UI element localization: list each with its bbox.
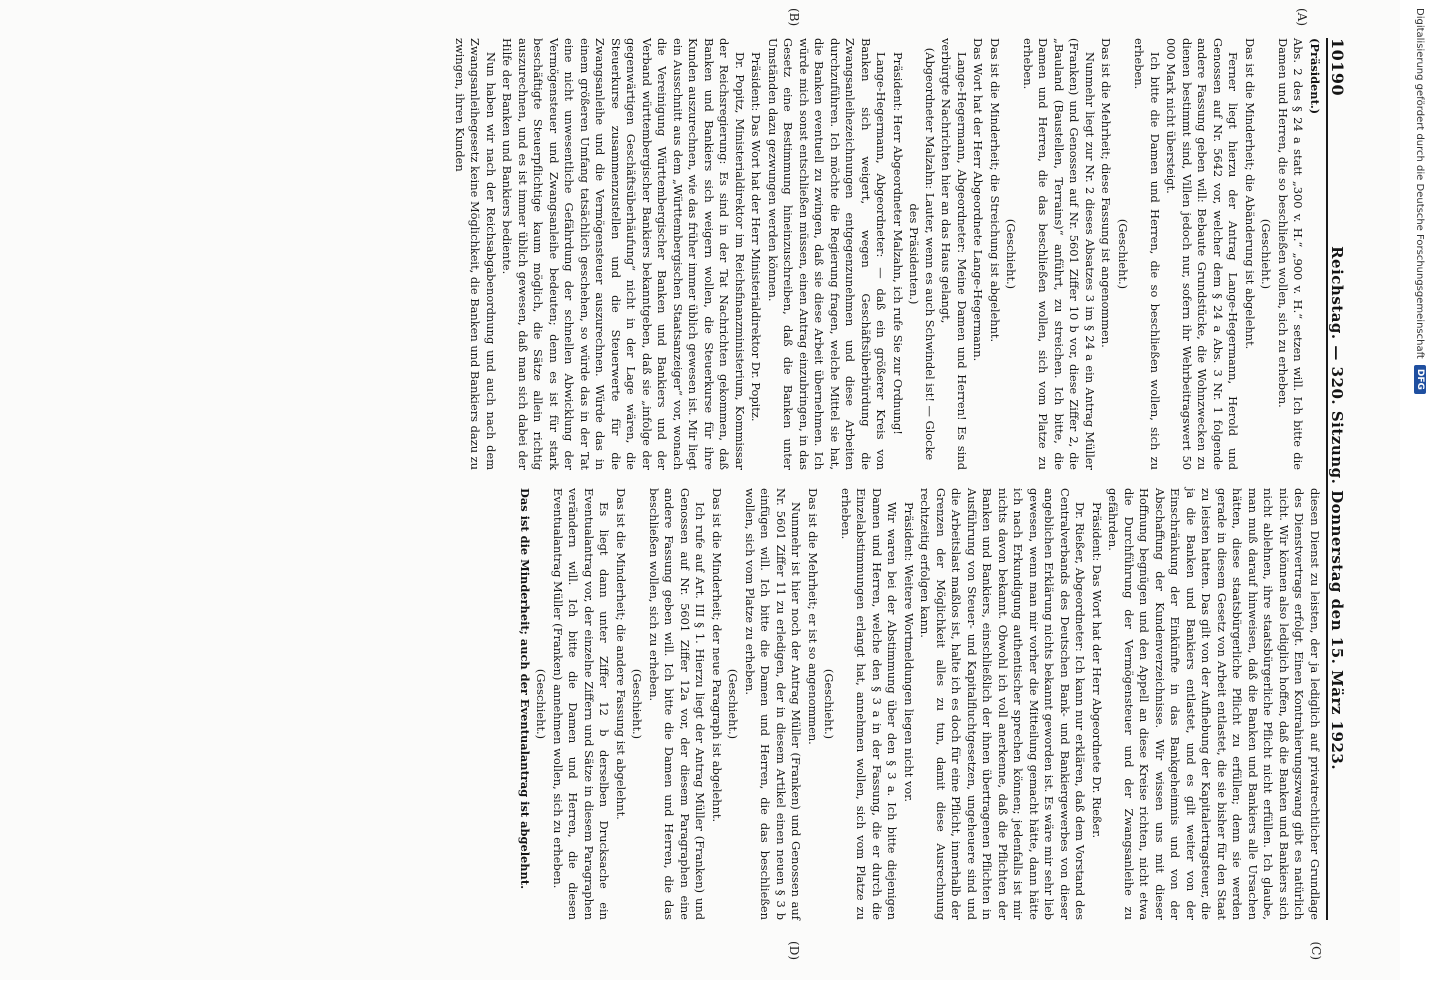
page-title: Reichstag. — 320. Sitzung. Donnerstag den 15. März 1923. bbox=[1328, 246, 1346, 771]
stage-direction: (Geschieht.) bbox=[534, 668, 549, 740]
speech: Präsident: Das Wort hat der Herr Abgeordnete Dr. Rießer. bbox=[1090, 502, 1104, 839]
stage-direction: (Geschieht.) bbox=[1004, 218, 1019, 290]
digitization-note bbox=[1410, 8, 1430, 992]
speech: Dr. Rießer, Abgeordneter: Ich kann nur erklären, daß dem Vorstand des Centralverbands des Deutschen Bank- und Bankiergewerbes von dieser angeblichen Erklärung nichts bekannt geworden ist. Es wäre mir sehr lieb gewesen, wenn man mir vorher die Mitteilung gemacht hätte, dann hätte ich nach Erkundigung authentischer sprechen können; jedenfalls ist mir nichts davon bekannt. Obwohl ich voll anerkenne, daß die Pflichten der Banken und Bankiers, einschließlich der ihnen übertragenen Pflichten in Ausführung von Steuer- und Kapitalfluchtgesetzen, ungeheuere sind und die Arbeitslast maßlos ist, halte ich es doch für eine Pflicht, innerhalb der Grenzen der Möglichkeit alles zu tun, damit diese Ausrechnung rechtzeitig erfolgen kann. bbox=[918, 488, 1088, 920]
page-number: 10190 bbox=[1328, 38, 1347, 97]
speech: Dr. Popitz, Ministerialdirektor im Reichsfinanzministerium, Kommissar der Reichsregierung: Es sind in der Tat Nachrichten gekommen, daß Banken und Bankiers sich weigern wollen, die Steuerkurse für ihre Kunden auszurechnen, wie das früher immer üblich gewesen ist. Mir liegt ein Ausschnitt aus dem „Württembergischen Staatsanzeiger“ vor, wonach die Vereinigung Württembergischer Banken und Bankiers und der Verband württembergischer Bankiers bekanntgeben, daß sie „infolge der gegenwärtigen Geschäftsüberhäufung“ nicht in der Lage wären, die Steuerkurse zusammenzustellen und die Steuerwerte für die Zwangsanleihe und die Vermögensteuer auszurechnen. Würde das in einem größeren Umfang tatsächlich geschehen, so würde das in der Tat eine nicht unwesentliche Gefährdung der schnellen Abwicklung der Vermögensteuer und Zwangsanleihe bedeuten; denn es ist für stark beschäftigte Steuerpflichtige kaum möglich, die Sätze allein richtig auszurechnen, und es ist immer üblich gewesen, daß man sich dabei der Hilfe der Banken und Bankiers bediente. bbox=[500, 38, 747, 470]
stage-direction: (Geschieht.) bbox=[822, 668, 837, 740]
left-column bbox=[28, 8, 1322, 470]
paragraph: Das ist die Mehrheit; diese Fassung ist angenommen. bbox=[1099, 38, 1114, 348]
paragraph: (Präsident.) bbox=[1308, 38, 1322, 115]
paragraph: Das Wort hat der Herr Abgeordnete Lange-Hegermann. bbox=[971, 38, 986, 362]
interjection: (Abgeordneter Malzahn: Lauter, wenn es auch Schwindel ist! — Glocke des Präsidenten.) bbox=[907, 47, 937, 461]
paragraph: Nunmehr ist hier noch der Antrag Müller (Franken) und Genossen auf Nr. 5601 Ziffer 11 zu erledigen, der in diesem Artikel einen neuen § 3 b einfügen will. Ich bitte die Damen und Herren, die das beschließen wollen, sich vom Platze zu erheben. bbox=[743, 488, 804, 920]
paragraph: Es liegt dann unter Ziffer 12 b derselben Drucksache ein Eventualantrag vor, der einzelne Ziffern und Sätze in diesem Paragraphen verändern will. Ich bitte die Damen und Herren, die diesen Eventualantrag Müller (Franken) annehmen wollen, sich zu erheben. bbox=[551, 488, 612, 920]
margin-mark-a: (A) bbox=[1295, 8, 1309, 27]
speech: Präsident: Herr Abgeordneter Malzahn, ich rufe Sie zur Ordnung! bbox=[891, 52, 905, 435]
paragraph: Das ist die Minderheit; die andere Fassung ist abgelehnt. bbox=[614, 488, 628, 820]
paragraph: Das ist die Minderheit; auch der Eventualantrag ist abgelehnt. bbox=[518, 488, 532, 890]
speech: Lange-Hegermann, Abgeordneter: — daß ein größerer Kreis von Banken sich weigert, wegen Geschäftsüberbürdung die Zwangsanleihezeichnungen entgegenzunehmen und diese Arbeiten durchzuführen. Ich möchte die Regierung fragen, welche Mittel sie hat, die Banken eventuell zu zwingen, daß sie diese Arbeit übernehmen. Ich würde mich sonst entschließen müssen, einen Antrag einzubringen, in das Gesetz eine Bestimmung hineinzuschreiben, daß die Banken unter Umständen dazu gezwungen werden können. bbox=[766, 38, 889, 470]
margin-mark-c: (C) bbox=[1309, 941, 1323, 960]
paragraph: Ferner liegt hierzu der Antrag Lange-Hegermann, Herold und Genossen auf Nr. 5642 vor, welcher dem § 24 a Abs. 3 Nr. 1 folgende andere Fassung geben will: Bebaute Grundstücke, die Wohnzwecken zu dienen bestimmt sind, Villen jedoch nur, sofern ihr Wehrbeitragswert 50 000 Mark nicht übersteigt. bbox=[1164, 38, 1241, 470]
digitization-note-inner bbox=[1410, 8, 1430, 992]
speech: Lange-Hegermann, Abgeordneter: Meine Damen und Herren! Es sind verbürgte Nachrichten hier an das Haus gelangt, bbox=[939, 38, 969, 470]
right-column bbox=[28, 488, 1323, 960]
paragraph: Das ist die Mehrheit; er ist so angenommen. bbox=[806, 488, 820, 745]
stage-direction: (Geschieht.) bbox=[630, 668, 645, 740]
speech: Nun haben wir nach der Reichsabgabenordnung und auch nach dem Zwangsanleihegesetz keine Möglichkeit, die Banken und Bankiers dazu zu zwingen, ihren Kunden bbox=[453, 38, 498, 470]
paragraph: Das ist die Minderheit; der neue Paragraph ist abgelehnt. bbox=[710, 488, 724, 823]
stage-direction: (Geschieht.) bbox=[726, 668, 741, 740]
speech: Präsident: Weitere Wortmeldungen liegen nicht vor. bbox=[902, 502, 916, 803]
speech: diesen Dienst zu leisten, der ja lediglich auf privatrechtlicher Grundlage des Dienstvertrags erfolgt. Einen Kontrahierungszwang gibt es natürlich nicht. Wir können also lediglich hoffen, daß die Banken und Bankiers sich nicht ablehnen, ihre staatsbürgerliche Pflicht nicht erfüllen. Ich glaube, man muß darauf hinweisen, daß die Banken und Bankiers alle Ursachen hätten, diese staatsbürgerliche Pflicht zu erfüllen; denn sie werden gerade in diesem Gesetz von Arbeit entlastet, die sie bisher für den Staat zu leisten hatten. Das gilt von der Aufhebung der Kapitalertragsteuer, die ja die Banken und Bankiers entlastet, und es gilt weiter von der Einschränkung der Einkünfte in das Bankgeheimnis und von der Abschaffung der Kundenverzeichnisse. Wir wissen uns mit dieser Hoffnung begnügen und den Appell an diese Kreise richten, nicht etwa die Durchführung der Vermögensteuer und der Zwangsanleihe zu gefährden. bbox=[1106, 488, 1322, 920]
text-columns bbox=[28, 8, 1323, 960]
paragraph: Ich rufe auf Art. III § 1. Hierzu liegt der Antrag Müller (Franken) und Genossen auf Nr. 5601 Ziffer 12a vor, der diesem Paragraphen eine andere Fassung geben will. Ich bitte die Damen und Herren, die das beschließen wollen, sich zu erheben. bbox=[647, 488, 708, 920]
paragraph: Abs. 2 des § 24 a statt „300 v. H.“ „900 v. H.“ setzen will. Ich bitte die Damen und Herren, die so beschließen wollen, sich zu erheben. bbox=[1276, 38, 1306, 470]
margin-mark-b: (B) bbox=[787, 8, 801, 27]
stage-direction: (Geschieht.) bbox=[1116, 218, 1130, 290]
dfg-logo-icon: DFG bbox=[1414, 365, 1426, 394]
digitization-text: Digitalisierung gefördert durch die Deutsche Forschungsgemeinschaft bbox=[1414, 8, 1426, 359]
stage-direction: (Geschieht.) bbox=[1259, 218, 1274, 290]
speech: Präsident: Das Wort hat der Herr Ministerialdirektor Dr. Popitz. bbox=[749, 52, 764, 422]
paragraph: Das ist die Minderheit; die Abänderung ist abgelehnt. bbox=[1243, 38, 1257, 350]
paragraph: Ich bitte die Damen und Herren, die so beschließen wollen, sich zu erheben. bbox=[1132, 38, 1162, 470]
running-header bbox=[1326, 38, 1354, 920]
margin-mark-d: (D) bbox=[787, 941, 801, 960]
paragraph: Nunmehr liegt zur Nr. 2 dieses Absatzes 3 im § 24 a ein Antrag Müller (Franken) und Genossen auf Nr. 5601 Ziffer 10 b vor, diese Ziffer 2, die „Bauland (Baustellen, Terrains)“ anführt, zu streichen. Ich bitte, die Damen und Herren, die das beschließen wollen, sich vom Platze zu erheben. bbox=[1021, 38, 1097, 470]
paragraph: Wir waren bei der Abstimmung über den § 3 a. Ich bitte diejenigen Damen und Herren, welche den § 3 a in der Fassung, die er durch die Einzelabstimmungen erlangt hat, annehmen wollen, sich vom Platze zu erheben. bbox=[839, 488, 900, 920]
paragraph: Das ist die Minderheit; die Streichung ist abgelehnt. bbox=[988, 38, 1002, 343]
